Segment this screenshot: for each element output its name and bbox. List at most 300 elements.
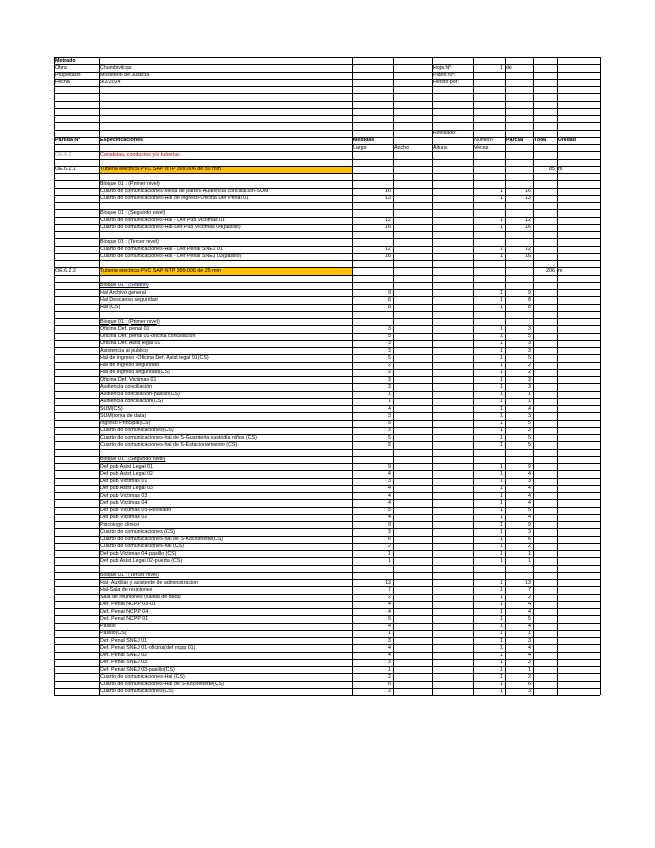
grid-row-line	[54, 144, 600, 145]
column-header-especificaciones: Especificaciones	[100, 137, 143, 144]
parcial-value: 2	[528, 369, 531, 376]
grid-row-line	[54, 260, 600, 261]
grid-row-line	[54, 637, 600, 638]
parcial-value: 4	[528, 514, 531, 521]
grid-column-line	[533, 57, 534, 695]
numero-value: 1	[500, 398, 503, 405]
row-description: Def. Penal SNEJ 02	[100, 652, 148, 658]
grid-row-line	[54, 340, 600, 341]
numero-value: 1	[500, 594, 503, 600]
largo-value: 3	[388, 528, 391, 535]
numero-value: 1	[500, 485, 503, 492]
column-header-largo: Largo	[353, 144, 367, 151]
row-description: Canaletas, conductos y/o tuberias	[100, 151, 180, 158]
grid-row-line	[54, 188, 600, 189]
column-header-altura: Altura	[433, 144, 447, 151]
parcial-value: 3	[528, 376, 531, 383]
grid-row-line	[54, 64, 600, 65]
grid-row-line	[54, 441, 600, 442]
parcial-value: 1	[528, 398, 531, 405]
revisado-label: Revisado:	[433, 130, 457, 136]
row-description: Oficina Def. Victimas 01	[100, 376, 157, 383]
grid-row-line	[54, 499, 600, 500]
parcial-value: 5	[528, 507, 531, 513]
largo-value: 8	[388, 304, 391, 310]
grid-column-line	[557, 57, 558, 695]
largo-value: 9	[388, 289, 391, 296]
row-description: Bloque 01 : (Segundo nivel)	[100, 209, 166, 216]
row-description: Def. Penal SNEJ 01-oficina(def ncpp 01)	[100, 644, 196, 651]
numero-value: 1	[500, 688, 503, 695]
row-description: Def. Penal NCPP 04	[100, 608, 149, 615]
largo-value: 4	[388, 470, 391, 477]
row-description: Cuarto de comunicaciones(CS)	[100, 427, 174, 434]
grid-row-line	[54, 383, 600, 384]
numero-value: 1	[500, 644, 503, 651]
grid-row-line	[54, 434, 600, 435]
grid-row-line	[54, 325, 600, 326]
largo-value: 16	[385, 224, 391, 231]
largo-value: 1	[388, 391, 391, 397]
row-description: Def pub Asist Legal 02	[100, 470, 154, 477]
grid-row-line	[54, 209, 600, 210]
numero-value: 1	[500, 376, 503, 383]
grid-row-line	[54, 536, 600, 537]
largo-value: 1	[388, 398, 391, 405]
grid-row-line	[54, 347, 600, 348]
numero-value: 1	[500, 543, 503, 550]
numero-value: 1	[500, 550, 503, 557]
column-header-total: Total	[534, 137, 547, 144]
largo-value: 5	[388, 434, 391, 441]
parcial-value: 12	[525, 217, 531, 223]
numero-value: 1	[500, 304, 503, 310]
grid-row-line	[54, 86, 600, 87]
grid-row-line	[54, 304, 600, 305]
numero-value: 1	[500, 325, 503, 332]
grid-row-line	[54, 311, 600, 312]
grid-row-line	[54, 318, 600, 319]
grid-row-line	[54, 115, 600, 116]
grid-row-line	[54, 72, 600, 73]
row-description: Def pub Victimas 01	[100, 478, 148, 484]
grid-row-line	[54, 275, 600, 276]
row-description: Asistencia al publico	[100, 347, 148, 354]
parcial-value: 4	[528, 608, 531, 615]
grid-row-line	[54, 362, 600, 363]
parcial-value: 4	[528, 623, 531, 629]
grid-column-line	[393, 57, 394, 695]
largo-value: 13	[385, 579, 391, 586]
numero-value: 1	[500, 246, 503, 252]
hoja-de: de	[506, 64, 512, 71]
grid-row-line	[54, 79, 600, 80]
grid-column-line	[600, 57, 601, 695]
grid-row-line	[54, 572, 600, 573]
largo-value: 4	[388, 485, 391, 492]
largo-value: 3	[388, 637, 391, 644]
column-header-ancho: Ancho	[394, 144, 410, 151]
grid-row-line	[54, 579, 600, 580]
grid-row-line	[54, 644, 600, 645]
parcial-value: 3	[528, 528, 531, 535]
grid-row-line	[54, 267, 600, 268]
largo-value: 2	[388, 543, 391, 550]
row-description: Pasillo	[100, 623, 116, 629]
row-description: Cuarto de comunicaciones-Hal - Def Penal SNEJ 01	[100, 246, 223, 252]
row-description: Def pub Victimas 03	[100, 492, 148, 499]
grid-column-line	[473, 57, 474, 695]
parcial-value: 1	[528, 391, 531, 397]
parcial-value: 8	[528, 304, 531, 310]
row-description: SUM(toma de data)	[100, 412, 147, 419]
grid-row-line	[54, 688, 600, 689]
column-header-partida: Partida Nº	[55, 137, 81, 144]
grid-row-line	[54, 565, 600, 566]
grid-row-line	[54, 296, 600, 297]
grid-row-line	[54, 391, 600, 392]
row-description: Ingreso Principal(CS)	[100, 420, 151, 426]
numero-value: 1	[500, 217, 503, 223]
parcial-value: 5	[528, 615, 531, 622]
grid-row-line	[54, 478, 600, 479]
row-description: Bloque 01 : (Primer nivel)	[100, 318, 160, 325]
numero-value: 1	[500, 637, 503, 644]
numero-value: 1	[500, 514, 503, 521]
grid-row-line	[54, 195, 600, 196]
largo-value: 3	[388, 340, 391, 347]
row-description: Def pub Victimas 04	[100, 499, 148, 506]
row-description: Cuarto de comunicaciones-hal de S-Kitchenette(CS)	[100, 536, 224, 542]
row-description: Tuberia electrica PVC SAP NTP 399.006 de 25 mm	[100, 267, 221, 274]
grid-row-line	[54, 231, 600, 232]
parcial-value: 7	[528, 586, 531, 593]
largo-value: 2	[388, 362, 391, 368]
parcial-value: 5	[528, 333, 531, 339]
numero-value: 1	[500, 427, 503, 434]
parcial-value: 2	[528, 543, 531, 550]
document-title: Metrado	[55, 57, 76, 64]
hoja-value: 1	[500, 64, 503, 71]
parcial-value: 3	[528, 383, 531, 390]
largo-value: 12	[385, 246, 391, 252]
grid-row-line	[54, 57, 600, 58]
grid-row-line	[54, 485, 600, 486]
numero-value: 1	[500, 188, 503, 194]
grid-row-line	[54, 151, 600, 152]
numero-value: 1	[500, 369, 503, 376]
parcial-value: 3	[528, 412, 531, 419]
largo-value: 2	[388, 673, 391, 680]
largo-value: 4	[388, 514, 391, 521]
row-description: Bloque 01 : (Tercer nivel)	[100, 238, 159, 245]
grid-column-line	[352, 57, 353, 695]
numero-value: 1	[500, 224, 503, 231]
grid-row-line	[54, 528, 600, 529]
row-description: Hal Descanso seguridad	[100, 296, 158, 303]
largo-value: 12	[385, 217, 391, 223]
partida-code: OE.6.2	[55, 151, 72, 158]
parcial-value: 4	[528, 652, 531, 658]
row-description: Cuarto de comunicaciones-hal (CS)	[100, 543, 184, 550]
grid-row-line	[54, 354, 600, 355]
largo-value: 3	[388, 412, 391, 419]
row-description: Sala de reuniones (salida de data)	[100, 594, 181, 600]
largo-value: 13	[385, 195, 391, 202]
grid-row-line	[54, 652, 600, 653]
grid-row-line	[54, 427, 600, 428]
row-description: Psicologo clinico	[100, 521, 140, 528]
numero-value: 1	[500, 362, 503, 368]
numero-value: 1	[500, 615, 503, 622]
numero-value: 1	[500, 673, 503, 680]
grid-row-line	[54, 601, 600, 602]
largo-value: 4	[388, 623, 391, 629]
row-description: Def. Penal NCPP 03-01	[100, 601, 156, 608]
obra-value: Chumbivilcas	[100, 64, 132, 71]
parcial-value: 5	[528, 441, 531, 448]
parcial-value: 4	[528, 470, 531, 477]
grid-row-line	[54, 159, 600, 160]
numero-value: 1	[500, 521, 503, 528]
row-description: Cuarto de comunicaciones-Mesa de partes-Audiencia conciliación-SUM	[100, 188, 269, 194]
largo-value: 3	[388, 325, 391, 332]
grid-row-line	[54, 173, 600, 174]
partida-code: OE.6.2.1	[55, 166, 76, 173]
row-description: Cuarto de comunicaciones-hal de S-Guarderia custodia niños (CS)	[100, 434, 257, 441]
row-description: Def pub Asist Legal 03	[100, 485, 154, 492]
grid-row-line	[54, 514, 600, 515]
unit-value: m	[558, 166, 563, 173]
numero-value: 1	[500, 470, 503, 477]
grid-row-line	[54, 289, 600, 290]
row-description: Cuarto de comunicaciones-Hal - Def Penal SNEJ 03(pasillo)	[100, 253, 242, 260]
grid-row-line	[54, 412, 600, 413]
numero-value: 1	[500, 659, 503, 666]
grid-row-line	[54, 217, 600, 218]
parcial-value: 2	[528, 362, 531, 368]
row-description: Def pub Victimas 02	[100, 514, 148, 521]
row-description: Bloque 01 : (Segundo nivel)	[100, 456, 166, 463]
row-description: Hal de ingreso seguridad(CS)	[100, 369, 170, 376]
parcial-value: 4	[528, 492, 531, 499]
row-description: Hal de ingreso seguridad	[100, 362, 159, 368]
row-description: Cuarto de comunicaciones-hal de S-Estacionamiento (CS)	[100, 441, 238, 448]
largo-value: 9	[388, 463, 391, 470]
propietario-label: Propietario	[55, 72, 81, 78]
largo-value: 5	[388, 615, 391, 622]
largo-value: 4	[388, 652, 391, 658]
fecha-label: Fecha	[55, 79, 70, 86]
unit-value: m	[558, 267, 563, 274]
plano-label: Plano Nº:	[433, 72, 456, 78]
column-header-unidad: Unidad	[558, 137, 576, 144]
row-description: Hal (CS)	[100, 304, 121, 310]
grid-column-line	[99, 57, 100, 695]
numero-value: 1	[500, 666, 503, 673]
numero-value: 1	[500, 195, 503, 202]
parcial-value: 4	[528, 499, 531, 506]
parcial-value: 4	[528, 644, 531, 651]
grid-row-line	[54, 93, 600, 94]
numero-value: 1	[500, 499, 503, 506]
numero-value: 1	[500, 391, 503, 397]
parcial-value: 2	[528, 673, 531, 680]
parcial-value: 1	[528, 666, 531, 673]
numero-value: 1	[500, 420, 503, 426]
grid-row-line	[54, 666, 600, 667]
numero-value: 1	[500, 579, 503, 586]
numero-value: 1	[500, 340, 503, 347]
largo-value: 4	[388, 608, 391, 615]
parcial-value: 3	[528, 347, 531, 354]
grid-row-line	[54, 456, 600, 457]
grid-row-line	[54, 398, 600, 399]
column-header-numero: Numero	[474, 137, 493, 144]
numero-value: 1	[500, 354, 503, 361]
largo-value: 3	[388, 478, 391, 484]
row-description: SUM(CS)	[100, 405, 123, 412]
propietario-value: Ministerio de Justicia	[100, 72, 150, 78]
row-description: Def pub Victimas 05-Revisado	[100, 507, 172, 513]
numero-value: 1	[500, 434, 503, 441]
parcial-value: 2	[528, 594, 531, 600]
numero-value: 1	[500, 586, 503, 593]
parcial-value: 3	[528, 478, 531, 484]
row-description: Oficina Def. penal 01-oficina conciliación	[100, 333, 196, 339]
largo-value: 3	[388, 347, 391, 354]
parcial-value: 3	[528, 325, 531, 332]
grid-column-line	[54, 57, 55, 695]
row-description: Cuarto de comunicaciones-Hal - Def Pub Victimas 01	[100, 217, 226, 223]
largo-value: 4	[388, 601, 391, 608]
numero-value: 1	[500, 441, 503, 448]
grid-row-line	[54, 463, 600, 464]
numero-value: 1	[500, 557, 503, 564]
grid-row-line	[54, 507, 600, 508]
numero-value: 1	[500, 608, 503, 615]
fecha-value: 9/2/2024	[100, 79, 121, 86]
row-description: Def pub Asist Legal 02-puerta (CS)	[100, 557, 183, 564]
row-description: Pasillo(CS)	[100, 630, 127, 637]
grid-row-line	[54, 333, 600, 334]
numero-value: 1	[500, 463, 503, 470]
numero-value: 1	[500, 492, 503, 499]
grid-row-line	[54, 521, 600, 522]
parcial-value: 6	[528, 681, 531, 687]
largo-value: 1	[388, 630, 391, 637]
row-description: Audiencia conciliación	[100, 383, 153, 390]
parcial-value: 13	[525, 579, 531, 586]
parcial-value: 13	[525, 195, 531, 202]
largo-value: 7	[388, 586, 391, 593]
row-description: Def pub Victimas 04-pasillo (CS)	[100, 550, 177, 557]
row-description: Hal-Sala de reuniones	[100, 586, 153, 593]
parcial-value: 6	[528, 536, 531, 542]
parcial-value: 4	[528, 405, 531, 412]
row-description: Cuarto de comunicaciones(CS)	[100, 688, 174, 695]
numero-value: 1	[500, 253, 503, 260]
row-description: Def. Penal SNEJ 01	[100, 637, 148, 644]
grid-row-line	[54, 376, 600, 377]
numero-value: 1	[500, 347, 503, 354]
row-description: Oficina Def. Asist legal 01	[100, 340, 161, 347]
parcial-value: 9	[528, 289, 531, 296]
grid-row-line	[54, 623, 600, 624]
parcial-value: 5	[528, 354, 531, 361]
grid-column-line	[505, 57, 506, 695]
row-description: Def. Penal NCPP 01	[100, 615, 149, 622]
parcial-value: 16	[525, 188, 531, 194]
parcial-value: 4	[528, 485, 531, 492]
numero-value: 1	[500, 528, 503, 535]
largo-value: 1	[388, 557, 391, 564]
largo-value: 5	[388, 333, 391, 339]
grid-row-line	[54, 108, 600, 109]
largo-value: 3	[388, 376, 391, 383]
largo-value: 1	[388, 550, 391, 557]
row-description: Def. Penal SNEJ 03	[100, 659, 148, 666]
grid-row-line	[54, 122, 600, 123]
grid-row-line	[54, 253, 600, 254]
parcial-value: 16	[525, 224, 531, 231]
row-description: Hal- Auxiliar y asistente de administracion	[100, 579, 199, 586]
row-description: Cuarto de comunicaciones-Hal de ingreso-Oficina Def Penal 01	[100, 195, 249, 202]
grid-row-line	[54, 101, 600, 102]
parcial-value: 8	[528, 296, 531, 303]
largo-value: 5	[388, 507, 391, 513]
parcial-value: 1	[528, 557, 531, 564]
grid-row-line	[54, 137, 600, 138]
row-description: Oficina Def. penal 01	[100, 325, 150, 332]
grid-row-line	[54, 224, 600, 225]
numero-value: 1	[500, 652, 503, 658]
numero-value: 1	[500, 623, 503, 629]
largo-value: 4	[388, 405, 391, 412]
parcial-value: 4	[528, 601, 531, 608]
largo-value: 1	[388, 666, 391, 673]
grid-row-line	[54, 608, 600, 609]
largo-value: 2	[388, 369, 391, 376]
largo-value: 6	[388, 536, 391, 542]
largo-value: 5	[388, 354, 391, 361]
grid-row-line	[54, 405, 600, 406]
parcial-value: 16	[525, 253, 531, 260]
row-description: Def. Penal SNEJ 03-pasillo(CS)	[100, 666, 175, 673]
numero-value: 1	[500, 289, 503, 296]
grid-row-line	[54, 557, 600, 558]
parcial-value: 5	[528, 434, 531, 441]
grid-row-line	[54, 695, 600, 696]
hecho-label: Hecho por:	[433, 79, 459, 86]
row-description: Audiencia conciliación(CS)	[100, 398, 164, 405]
numero-value: 1	[500, 601, 503, 608]
row-description: Cuarto de comunicaciones-Hal-Def Pub Victimas 04(pasillo)	[100, 224, 241, 231]
parcial-value: 3	[528, 637, 531, 644]
largo-value: 5	[388, 441, 391, 448]
parcial-value: 1	[528, 550, 531, 557]
parcial-value: 5	[528, 420, 531, 426]
parcial-value: 3	[528, 427, 531, 434]
grid-row-line	[54, 369, 600, 370]
largo-value: 16	[385, 253, 391, 260]
largo-value: 4	[388, 492, 391, 499]
row-description: Cuarto de comunicaciones (CS)	[100, 528, 176, 535]
numero-value: 1	[500, 296, 503, 303]
grid-row-line	[54, 630, 600, 631]
partida-code: OE.6.2.2	[55, 267, 76, 274]
largo-value: 5	[388, 420, 391, 426]
